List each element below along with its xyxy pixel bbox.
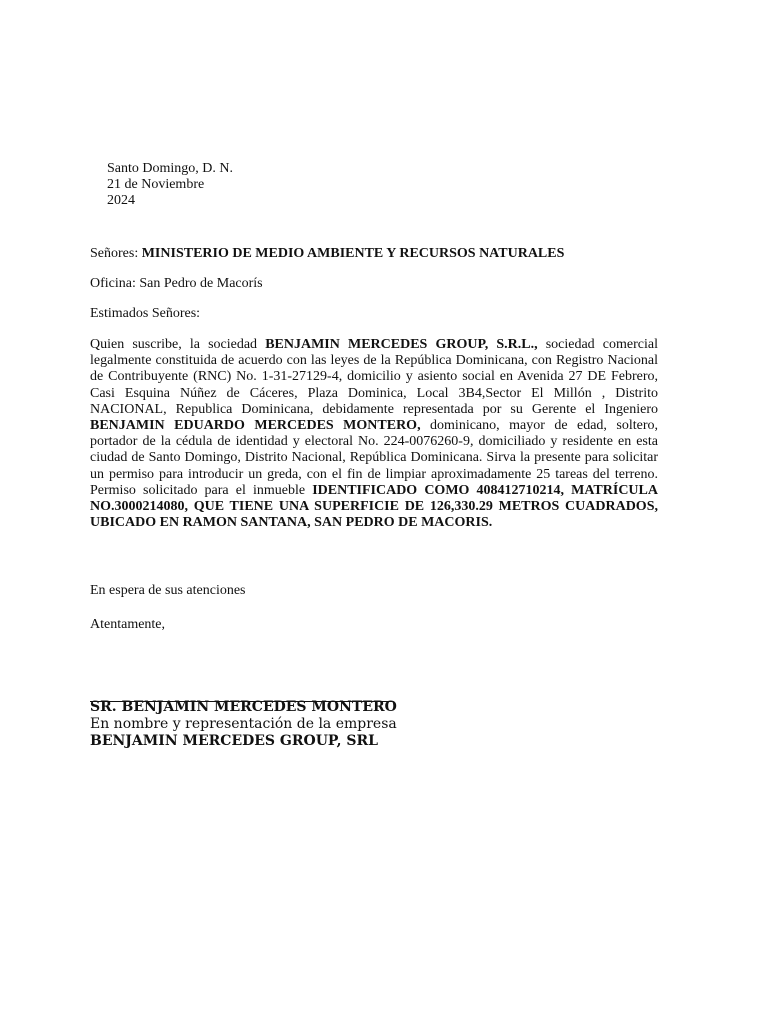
signature-block — [90, 699, 397, 750]
letter-body — [90, 337, 658, 531]
date-day-month: 21 de Noviembre — [107, 177, 205, 192]
signatory-company: BENJAMIN MERCEDES GROUP, SRL — [90, 733, 378, 749]
signatory-role: En nombre y representación de la empresa — [90, 716, 397, 732]
closing-line: En espera de sus atenciones — [90, 583, 246, 598]
body-company-name: BENJAMIN MERCEDES GROUP, S.R.L., — [265, 337, 538, 352]
body-request: dominicano, mayor de edad, soltero, portador de la cédula de identidad y electoral No. 224-0076260-9, domiciliado y residente en esta ciudad de Santo Domingo, Distrito Nacional, República Dominicana. Sirva la presente para solicitar un permiso para introducir un greda, con el fin de limpiar aproximadamente 25 tareas del terreno. Permiso solicitado para el inmueble — [90, 418, 658, 498]
signature-line — [90, 701, 392, 702]
body-manager-name: BENJAMIN EDUARDO MERCEDES MONTERO, — [90, 418, 421, 434]
place-and-date — [107, 161, 233, 209]
body-property-description: IDENTIFICADO COMO 408412710214, MATRÍCULA NO.3000214080, QUE TIENE UNA SUPERFICIE DE 126,330.29 METROS CUADRADOS, UBICADO EN RAMON SANTANA, SAN PEDRO DE MACORIS. — [90, 482, 658, 531]
recipient-name: MINISTERIO DE MEDIO AMBIENTE Y RECURSOS NATURALES — [141, 246, 565, 261]
recipient-line — [90, 246, 564, 262]
valediction: Atentamente, — [90, 617, 166, 632]
date-year: 2024 — [107, 193, 135, 208]
greeting-line: Estimados Señores: — [90, 306, 201, 321]
city-line: Santo Domingo, D. N. — [107, 161, 233, 176]
body-intro: Quien suscribe, la sociedad — [90, 337, 266, 352]
office-line: Oficina: San Pedro de Macorís — [90, 276, 263, 291]
signatory-name: SR. BENJAMIN MERCEDES MONTERO — [90, 699, 397, 715]
body-company-details: sociedad comercial legalmente constituida de acuerdo con las leyes de la República Dominicana, con Registro Nacional de Contribuyente (RNC) No. 1-31-27129-4, domicilio y asiento social en Avenida 27 DE Febrero, Casi Esquina Núñez de Cáceres, Plaza Dominica, Local 3B4,Sector El Millón , Distrito NACIONAL, Republica Dominicana, debidamente representada por su Gerente el Ingeniero — [90, 337, 658, 417]
recipient-prefix: Señores: — [90, 246, 142, 261]
